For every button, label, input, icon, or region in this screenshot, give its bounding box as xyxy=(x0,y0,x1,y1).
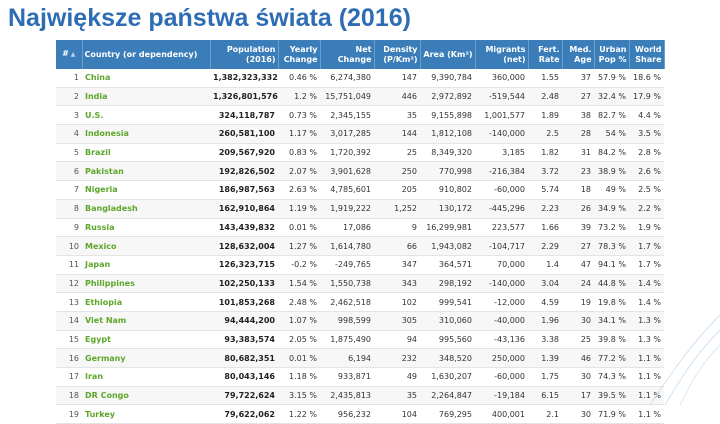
cell-change: 2.48 % xyxy=(278,293,320,312)
cell-share: 1.7 % xyxy=(629,237,664,256)
cell-pop: 126,323,715 xyxy=(210,255,278,274)
cell-net: -249,765 xyxy=(320,255,374,274)
cell-fert: 6.15 xyxy=(528,386,562,405)
cell-fert: 2.23 xyxy=(528,199,562,218)
cell-share: 2.8 % xyxy=(629,143,664,162)
cell-age: 27 xyxy=(562,87,594,106)
cell-migrants: 70,000 xyxy=(475,255,528,274)
column-header-net[interactable] xyxy=(320,40,374,69)
cell-change: 1.22 % xyxy=(278,405,320,424)
cell-pop: 260,581,100 xyxy=(210,125,278,144)
table-header-row xyxy=(56,40,664,69)
table-row xyxy=(56,143,664,162)
cell-urban: 38.9 % xyxy=(594,162,629,181)
cell-fert: 2.5 xyxy=(528,125,562,144)
cell-change: 1.18 % xyxy=(278,368,320,387)
cell-fert: 1.96 xyxy=(528,311,562,330)
cell-age: 17 xyxy=(562,386,594,405)
column-header-area[interactable] xyxy=(420,40,475,69)
cell-fert: 5.74 xyxy=(528,181,562,200)
cell-change: 1.27 % xyxy=(278,237,320,256)
country-link[interactable]: Indonesia xyxy=(82,125,210,144)
cell-fert: 3.04 xyxy=(528,274,562,293)
cell-urban: 39.8 % xyxy=(594,330,629,349)
cell-fert: 2.48 xyxy=(528,87,562,106)
cell-age: 38 xyxy=(562,106,594,125)
cell-change: 2.63 % xyxy=(278,181,320,200)
cell-pop: 162,910,864 xyxy=(210,199,278,218)
column-header-label: Population (2016) xyxy=(226,44,276,64)
cell-share: 3.5 % xyxy=(629,125,664,144)
cell-urban: 73.2 % xyxy=(594,218,629,237)
cell-density: 232 xyxy=(374,349,420,368)
table-row xyxy=(56,293,664,312)
cell-density: 446 xyxy=(374,87,420,106)
cell-density: 305 xyxy=(374,311,420,330)
column-header-pop[interactable] xyxy=(210,40,278,69)
cell-net: 2,462,518 xyxy=(320,293,374,312)
cell-share: 1.4 % xyxy=(629,274,664,293)
country-link[interactable]: Pakistan xyxy=(82,162,210,181)
cell-area: 9,155,898 xyxy=(420,106,475,125)
cell-num: 13 xyxy=(56,293,82,312)
cell-net: 1,919,222 xyxy=(320,199,374,218)
country-link[interactable]: China xyxy=(82,69,210,87)
column-header-label: Net Change xyxy=(337,44,372,64)
cell-urban: 84.2 % xyxy=(594,143,629,162)
cell-share: 18.6 % xyxy=(629,69,664,87)
cell-area: 2,972,892 xyxy=(420,87,475,106)
cell-area: 310,060 xyxy=(420,311,475,330)
cell-num: 5 xyxy=(56,143,82,162)
cell-age: 27 xyxy=(562,237,594,256)
cell-pop: 93,383,574 xyxy=(210,330,278,349)
cell-age: 25 xyxy=(562,330,594,349)
cell-age: 23 xyxy=(562,162,594,181)
column-header-urban[interactable] xyxy=(594,40,629,69)
country-link[interactable]: Philippines xyxy=(82,274,210,293)
cell-pop: 1,382,323,332 xyxy=(210,69,278,87)
cell-fert: 1.4 xyxy=(528,255,562,274)
cell-fert: 3.72 xyxy=(528,162,562,181)
country-link[interactable]: Germany xyxy=(82,349,210,368)
cell-density: 102 xyxy=(374,293,420,312)
cell-num: 4 xyxy=(56,125,82,144)
cell-pop: 79,622,062 xyxy=(210,405,278,424)
cell-age: 30 xyxy=(562,311,594,330)
cell-fert: 1.66 xyxy=(528,218,562,237)
cell-density: 250 xyxy=(374,162,420,181)
column-header-label: # xyxy=(62,49,69,58)
cell-urban: 19.8 % xyxy=(594,293,629,312)
country-link[interactable]: Nigeria xyxy=(82,181,210,200)
cell-net: 956,232 xyxy=(320,405,374,424)
table-row xyxy=(56,237,664,256)
column-header-country[interactable] xyxy=(82,40,210,69)
cell-num: 19 xyxy=(56,405,82,424)
cell-net: 933,871 xyxy=(320,368,374,387)
cell-migrants: -216,384 xyxy=(475,162,528,181)
cell-num: 10 xyxy=(56,237,82,256)
cell-age: 24 xyxy=(562,274,594,293)
cell-migrants: -445,296 xyxy=(475,199,528,218)
table-row xyxy=(56,274,664,293)
cell-density: 35 xyxy=(374,106,420,125)
cell-change: 1.19 % xyxy=(278,199,320,218)
cell-urban: 78.3 % xyxy=(594,237,629,256)
cell-pop: 192,826,502 xyxy=(210,162,278,181)
cell-migrants: -519,544 xyxy=(475,87,528,106)
cell-migrants: -12,000 xyxy=(475,293,528,312)
cell-urban: 54 % xyxy=(594,125,629,144)
population-table xyxy=(56,40,665,424)
table-row xyxy=(56,162,664,181)
cell-share: 2.2 % xyxy=(629,199,664,218)
cell-density: 49 xyxy=(374,368,420,387)
cell-share: 1.7 % xyxy=(629,255,664,274)
cell-migrants: -140,000 xyxy=(475,125,528,144)
cell-area: 999,541 xyxy=(420,293,475,312)
cell-net: 4,785,601 xyxy=(320,181,374,200)
column-header-change[interactable] xyxy=(278,40,320,69)
cell-net: 3,017,285 xyxy=(320,125,374,144)
cell-density: 94 xyxy=(374,330,420,349)
table-row xyxy=(56,405,664,424)
cell-migrants: -43,136 xyxy=(475,330,528,349)
column-header-label: Migrants (net) xyxy=(485,44,526,64)
cell-net: 6,274,380 xyxy=(320,69,374,87)
cell-migrants: 3,185 xyxy=(475,143,528,162)
table-row xyxy=(56,311,664,330)
cell-area: 364,571 xyxy=(420,255,475,274)
cell-urban: 74.3 % xyxy=(594,368,629,387)
cell-age: 31 xyxy=(562,143,594,162)
column-header-num[interactable] xyxy=(56,40,82,69)
cell-share: 1.3 % xyxy=(629,311,664,330)
column-header-label: Area (Km²) xyxy=(423,49,473,59)
cell-change: 1.54 % xyxy=(278,274,320,293)
cell-pop: 80,682,351 xyxy=(210,349,278,368)
column-header-share[interactable] xyxy=(629,40,664,69)
cell-area: 9,390,784 xyxy=(420,69,475,87)
cell-density: 25 xyxy=(374,143,420,162)
cell-change: 2.05 % xyxy=(278,330,320,349)
cell-age: 46 xyxy=(562,349,594,368)
cell-pop: 324,118,787 xyxy=(210,106,278,125)
column-header-label: Urban Pop % xyxy=(598,44,627,64)
column-header-label: Fert. Rate xyxy=(538,44,560,64)
cell-num: 14 xyxy=(56,311,82,330)
cell-pop: 79,722,624 xyxy=(210,386,278,405)
column-header-label: Med. Age xyxy=(569,44,592,64)
cell-change: 1.17 % xyxy=(278,125,320,144)
column-header-label: Yearly Change xyxy=(283,44,318,64)
cell-net: 2,435,813 xyxy=(320,386,374,405)
cell-net: 998,599 xyxy=(320,311,374,330)
cell-num: 6 xyxy=(56,162,82,181)
cell-density: 205 xyxy=(374,181,420,200)
cell-area: 995,560 xyxy=(420,330,475,349)
table-row xyxy=(56,69,664,87)
country-link[interactable]: Brazil xyxy=(82,143,210,162)
cell-num: 2 xyxy=(56,87,82,106)
cell-share: 1.3 % xyxy=(629,330,664,349)
cell-num: 3 xyxy=(56,106,82,125)
country-link[interactable]: Iran xyxy=(82,368,210,387)
table-row xyxy=(56,106,664,125)
table-row xyxy=(56,330,664,349)
cell-num: 18 xyxy=(56,386,82,405)
cell-area: 770,998 xyxy=(420,162,475,181)
cell-age: 28 xyxy=(562,125,594,144)
cell-area: 2,264,847 xyxy=(420,386,475,405)
cell-migrants: 223,577 xyxy=(475,218,528,237)
table-row xyxy=(56,218,664,237)
cell-num: 11 xyxy=(56,255,82,274)
cell-num: 12 xyxy=(56,274,82,293)
country-link[interactable]: DR Congo xyxy=(82,386,210,405)
cell-area: 130,172 xyxy=(420,199,475,218)
cell-age: 30 xyxy=(562,405,594,424)
cell-change: 0.01 % xyxy=(278,349,320,368)
cell-pop: 1,326,801,576 xyxy=(210,87,278,106)
cell-urban: 94.1 % xyxy=(594,255,629,274)
cell-fert: 1.89 xyxy=(528,106,562,125)
cell-pop: 102,250,133 xyxy=(210,274,278,293)
cell-area: 910,802 xyxy=(420,181,475,200)
cell-urban: 34.9 % xyxy=(594,199,629,218)
column-header-label: World Share xyxy=(635,44,662,64)
cell-migrants: 1,001,577 xyxy=(475,106,528,125)
cell-density: 347 xyxy=(374,255,420,274)
cell-area: 1,943,082 xyxy=(420,237,475,256)
cell-net: 2,345,155 xyxy=(320,106,374,125)
column-header-label: Country (or dependency) xyxy=(84,49,198,59)
cell-migrants: -60,000 xyxy=(475,368,528,387)
cell-urban: 57.9 % xyxy=(594,69,629,87)
cell-area: 16,299,981 xyxy=(420,218,475,237)
cell-area: 769,295 xyxy=(420,405,475,424)
cell-share: 2.6 % xyxy=(629,162,664,181)
country-link[interactable]: U.S. xyxy=(82,106,210,125)
table-row xyxy=(56,199,664,218)
cell-pop: 80,043,146 xyxy=(210,368,278,387)
cell-area: 298,192 xyxy=(420,274,475,293)
cell-net: 1,614,780 xyxy=(320,237,374,256)
cell-change: 1.07 % xyxy=(278,311,320,330)
cell-num: 15 xyxy=(56,330,82,349)
cell-pop: 186,987,563 xyxy=(210,181,278,200)
country-link[interactable]: Mexico xyxy=(82,237,210,256)
cell-density: 66 xyxy=(374,237,420,256)
population-table-screenshot xyxy=(56,40,664,419)
cell-age: 39 xyxy=(562,218,594,237)
cell-fert: 2.29 xyxy=(528,237,562,256)
cell-urban: 82.7 % xyxy=(594,106,629,125)
cell-urban: 34.1 % xyxy=(594,311,629,330)
cell-migrants: 400,001 xyxy=(475,405,528,424)
cell-migrants: -104,717 xyxy=(475,237,528,256)
cell-fert: 3.38 xyxy=(528,330,562,349)
cell-urban: 44.8 % xyxy=(594,274,629,293)
country-link[interactable]: Bangladesh xyxy=(82,199,210,218)
cell-density: 9 xyxy=(374,218,420,237)
cell-share: 17.9 % xyxy=(629,87,664,106)
cell-change: 2.07 % xyxy=(278,162,320,181)
cell-num: 7 xyxy=(56,181,82,200)
column-header-migrants[interactable] xyxy=(475,40,528,69)
cell-num: 8 xyxy=(56,199,82,218)
country-link[interactable]: Viet Nam xyxy=(82,311,210,330)
cell-num: 1 xyxy=(56,69,82,87)
cell-change: 0.83 % xyxy=(278,143,320,162)
cell-num: 16 xyxy=(56,349,82,368)
cell-density: 1,252 xyxy=(374,199,420,218)
cell-pop: 94,444,200 xyxy=(210,311,278,330)
cell-share: 1.1 % xyxy=(629,349,664,368)
cell-net: 17,086 xyxy=(320,218,374,237)
cell-fert: 2.1 xyxy=(528,405,562,424)
cell-age: 47 xyxy=(562,255,594,274)
cell-migrants: -19,184 xyxy=(475,386,528,405)
cell-fert: 1.55 xyxy=(528,69,562,87)
cell-migrants: 250,000 xyxy=(475,349,528,368)
table-row xyxy=(56,368,664,387)
country-link[interactable]: Turkey xyxy=(82,405,210,424)
cell-fert: 4.59 xyxy=(528,293,562,312)
cell-num: 9 xyxy=(56,218,82,237)
cell-density: 104 xyxy=(374,405,420,424)
column-header-density[interactable] xyxy=(374,40,420,69)
column-header-fert[interactable] xyxy=(528,40,562,69)
country-link[interactable]: Japan xyxy=(82,255,210,274)
cell-change: 0.01 % xyxy=(278,218,320,237)
cell-migrants: -60,000 xyxy=(475,181,528,200)
table-row xyxy=(56,349,664,368)
cell-net: 1,875,490 xyxy=(320,330,374,349)
cell-migrants: -40,000 xyxy=(475,311,528,330)
cell-change: 3.15 % xyxy=(278,386,320,405)
cell-age: 30 xyxy=(562,368,594,387)
table-row xyxy=(56,181,664,200)
cell-share: 1.1 % xyxy=(629,386,664,405)
cell-change: 0.73 % xyxy=(278,106,320,125)
cell-share: 4.4 % xyxy=(629,106,664,125)
cell-net: 1,720,392 xyxy=(320,143,374,162)
country-link[interactable]: India xyxy=(82,87,210,106)
cell-pop: 128,632,004 xyxy=(210,237,278,256)
cell-change: -0.2 % xyxy=(278,255,320,274)
cell-urban: 39.5 % xyxy=(594,386,629,405)
cell-net: 1,550,738 xyxy=(320,274,374,293)
cell-migrants: -140,000 xyxy=(475,274,528,293)
cell-density: 144 xyxy=(374,125,420,144)
cell-density: 147 xyxy=(374,69,420,87)
table-row xyxy=(56,87,664,106)
cell-age: 37 xyxy=(562,69,594,87)
cell-share: 1.1 % xyxy=(629,368,664,387)
cell-share: 1.1 % xyxy=(629,405,664,424)
cell-num: 17 xyxy=(56,368,82,387)
cell-net: 3,901,628 xyxy=(320,162,374,181)
cell-density: 343 xyxy=(374,274,420,293)
cell-fert: 1.82 xyxy=(528,143,562,162)
cell-area: 348,520 xyxy=(420,349,475,368)
table-body xyxy=(56,69,664,424)
cell-pop: 101,853,268 xyxy=(210,293,278,312)
cell-net: 6,194 xyxy=(320,349,374,368)
table-row xyxy=(56,125,664,144)
cell-age: 19 xyxy=(562,293,594,312)
cell-share: 2.5 % xyxy=(629,181,664,200)
cell-pop: 143,439,832 xyxy=(210,218,278,237)
table-row xyxy=(56,386,664,405)
column-header-age[interactable] xyxy=(562,40,594,69)
cell-urban: 49 % xyxy=(594,181,629,200)
country-link[interactable]: Ethiopia xyxy=(82,293,210,312)
cell-urban: 77.2 % xyxy=(594,349,629,368)
cell-urban: 32.4 % xyxy=(594,87,629,106)
country-link[interactable]: Russia xyxy=(82,218,210,237)
cell-urban: 71.9 % xyxy=(594,405,629,424)
table-row xyxy=(56,255,664,274)
country-link[interactable]: Egypt xyxy=(82,330,210,349)
cell-change: 1.2 % xyxy=(278,87,320,106)
cell-fert: 1.75 xyxy=(528,368,562,387)
cell-share: 1.9 % xyxy=(629,218,664,237)
decorative-wave-lines xyxy=(610,305,720,405)
cell-area: 1,630,207 xyxy=(420,368,475,387)
cell-age: 18 xyxy=(562,181,594,200)
cell-pop: 209,567,920 xyxy=(210,143,278,162)
slide-title: Największe państwa świata (2016) xyxy=(8,4,411,32)
sort-icon[interactable]: ▲ xyxy=(70,51,76,58)
column-header-label: Density (P/Km²) xyxy=(383,44,418,64)
cell-share: 1.4 % xyxy=(629,293,664,312)
cell-area: 1,812,108 xyxy=(420,125,475,144)
cell-area: 8,349,320 xyxy=(420,143,475,162)
cell-fert: 1.39 xyxy=(528,349,562,368)
cell-change: 0.46 % xyxy=(278,69,320,87)
cell-age: 26 xyxy=(562,199,594,218)
cell-net: 15,751,049 xyxy=(320,87,374,106)
cell-density: 35 xyxy=(374,386,420,405)
cell-migrants: 360,000 xyxy=(475,69,528,87)
